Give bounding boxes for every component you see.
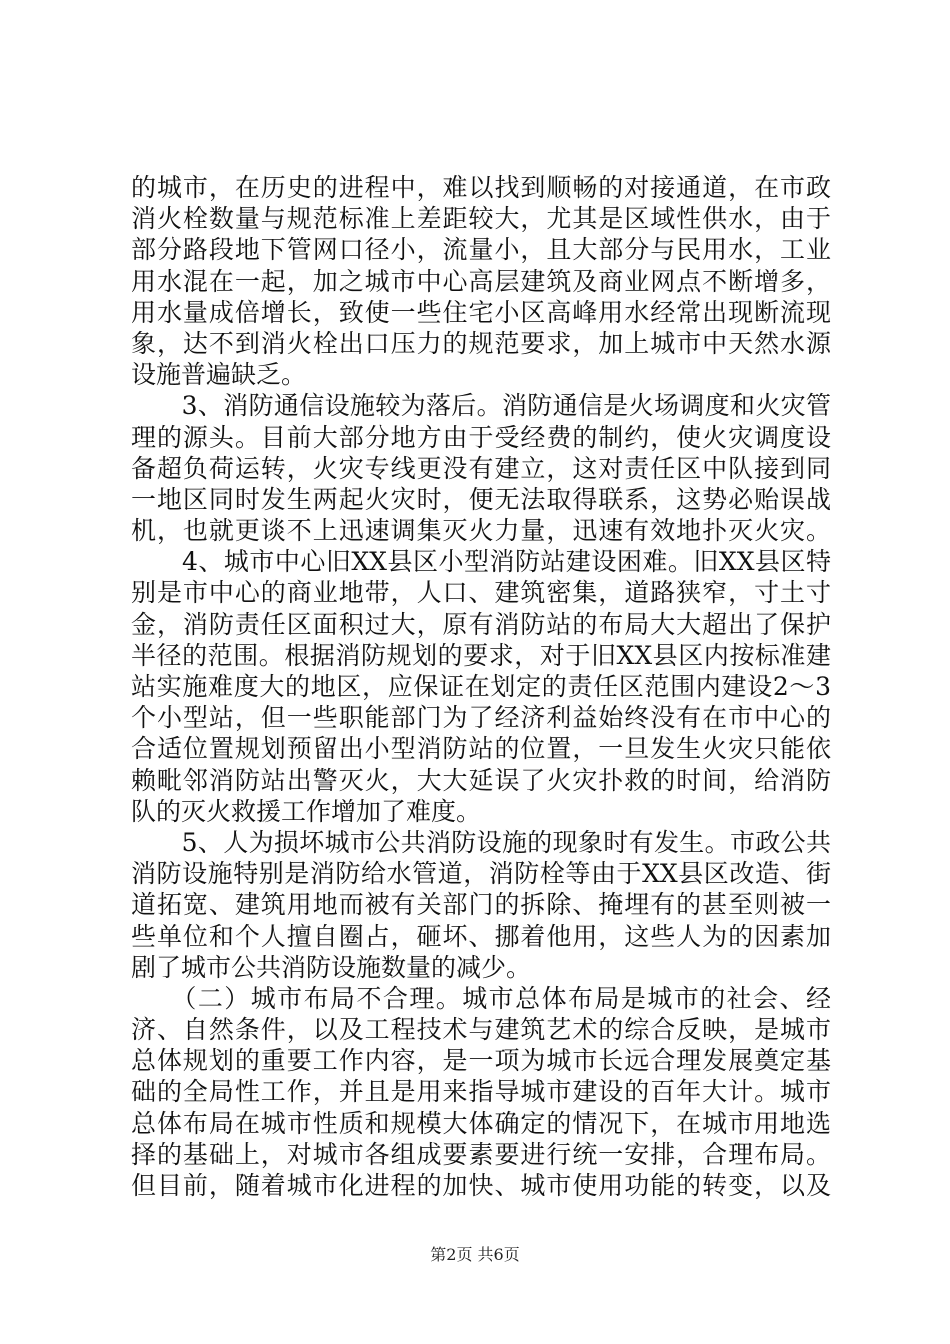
- text-line: 部分路段地下管网口径小，流量小，且大部分与民用水，工业: [131, 235, 831, 265]
- paragraph-start-line: 4、城市中心旧XX县区小型消防站建设困难。旧XX县区特: [131, 547, 831, 577]
- text-line: 队的灭火救援工作增加了难度。: [131, 796, 482, 826]
- paragraph-start-line: （二）城市布局不合理。城市总体布局是城市的社会、经: [131, 983, 831, 1013]
- text-line: 用水混在一起，加之城市中心高层建筑及商业网点不断增多，: [131, 266, 831, 296]
- text-line: 济、自然条件，以及工程技术与建筑艺术的综合反映，是城市: [131, 1015, 831, 1045]
- text-line: 机，也就更谈不上迅速调集灭火力量，迅速有效地扑灭火灾。: [131, 516, 831, 546]
- text-line: 消防设施特别是消防给水管道，消防栓等由于XX县区改造、街: [131, 859, 831, 889]
- text-line: 个小型站，但一些职能部门为了经济利益始终没有在市中心的: [131, 703, 831, 733]
- text-line: 备超负荷运转，火灾专线更没有建立，这对责任区中队接到同: [131, 453, 831, 483]
- text-line: 赖毗邻消防站出警灭火，大大延误了火灾扑救的时间，给消防: [131, 765, 831, 795]
- text-line: 择的基础上，对城市各组成要素要进行统一安排，合理布局。: [131, 1139, 831, 1169]
- text-line: 一地区同时发生两起火灾时，便无法取得联系，这势必贻误战: [131, 484, 831, 514]
- text-line: 金，消防责任区面积过大，原有消防站的布局大大超出了保护: [131, 609, 831, 639]
- text-line: 总体规划的重要工作内容，是一项为城市长远合理发展奠定基: [131, 1046, 831, 1076]
- text-line: 但目前，随着城市化进程的加快、城市使用功能的转变，以及: [131, 1171, 831, 1200]
- body-text: [131, 172, 831, 1201]
- text-line: 半径的范围。根据消防规划的要求，对于旧XX县区内按标准建: [131, 640, 831, 670]
- text-line: 合适位置规划预留出小型消防站的位置，一旦发生火灾只能依: [131, 734, 831, 764]
- text-line: 的城市，在历史的进程中，难以找到顺畅的对接通道，在市政: [131, 173, 831, 202]
- text-line: 用水量成倍增长，致使一些住宅小区高峰用水经常出现断流现: [131, 297, 831, 327]
- text-line: 些单位和个人擅自圈占，砸坏、挪着他用，这些人为的因素加: [131, 921, 831, 951]
- page-number-footer: 第2页 共6页: [430, 1245, 520, 1264]
- text-line: 消火栓数量与规范标准上差距较大，尤其是区域性供水，由于: [131, 204, 831, 234]
- paragraph-start-line: 3、消防通信设施较为落后。消防通信是火场调度和火灾管: [131, 391, 831, 421]
- text-line: 剧了城市公共消防设施数量的减少。: [131, 952, 532, 982]
- text-line: 站实施难度大的地区，应保证在划定的责任区范围内建设2～3: [131, 672, 831, 701]
- text-line: 础的全局性工作，并且是用来指导城市建设的百年大计。城市: [131, 1077, 831, 1107]
- paragraph-start-line: 5、人为损坏城市公共消防设施的现象时有发生。市政公共: [131, 827, 831, 857]
- text-line: 道拓宽、建筑用地而被有关部门的拆除、掩埋有的甚至则被一: [131, 890, 831, 920]
- text-line: 别是市中心的商业地带，人口、建筑密集，道路狭窄，寸土寸: [131, 578, 831, 608]
- text-line: 设施普遍缺乏。: [131, 360, 307, 390]
- text-line: 总体布局在城市性质和规模大体确定的情况下，在城市用地选: [131, 1108, 831, 1138]
- text-line: 理的源头。目前大部分地方由于受经费的制约，使火灾调度设: [131, 422, 831, 452]
- text-line: 象，达不到消火栓出口压力的规范要求，加上城市中天然水源: [131, 328, 831, 358]
